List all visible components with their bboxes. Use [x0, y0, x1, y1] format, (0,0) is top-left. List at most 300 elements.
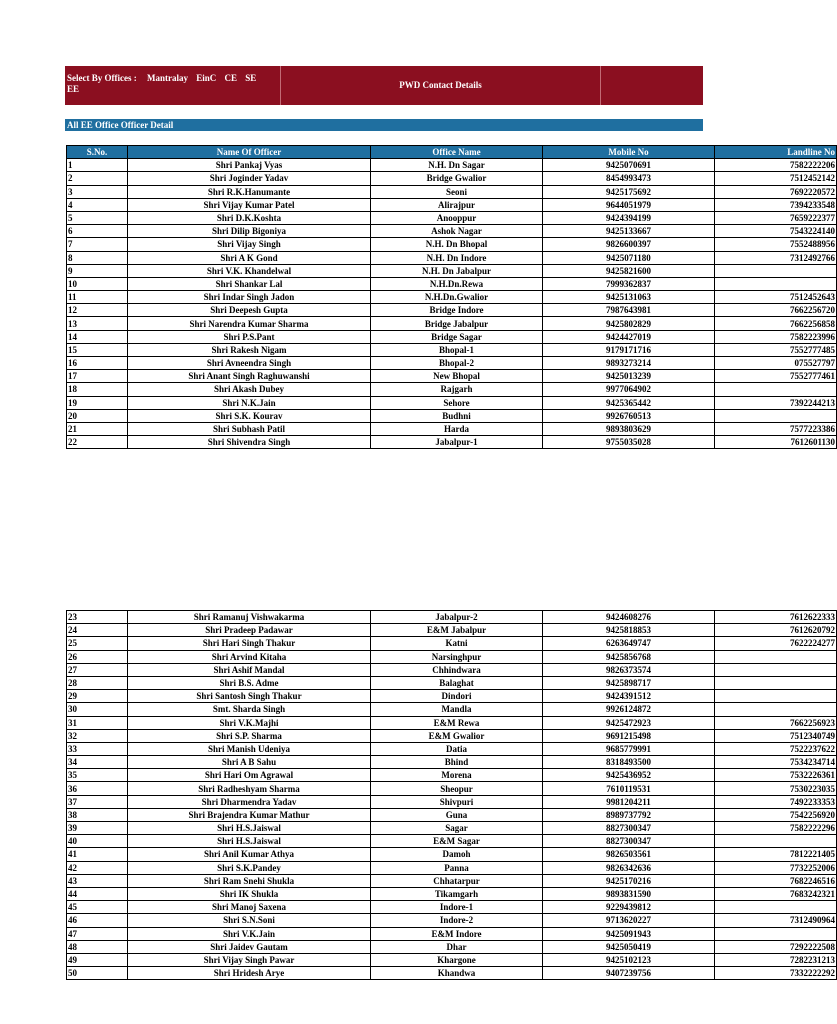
officer-name: Shri S.P. Sharma	[128, 729, 371, 742]
mobile-number: 9981204211	[543, 795, 715, 808]
officer-name: Shri B.S. Adme	[128, 676, 371, 689]
table-row	[67, 874, 837, 887]
row-sno: 9	[67, 264, 128, 277]
officer-name: Shri Vijay Singh Pawar	[128, 953, 371, 966]
officer-name: Shri A K Gond	[128, 251, 371, 264]
mobile-number: 9424394199	[543, 211, 715, 224]
mobile-number: 9926124872	[543, 703, 715, 716]
mobile-number: 9424391512	[543, 690, 715, 703]
office-name: Guna	[371, 808, 543, 821]
officer-name: Shri S.N.Soni	[128, 914, 371, 927]
officer-name: Shri H.S.Jaiswal	[128, 822, 371, 835]
office-name: Bridge Gwalior	[371, 172, 543, 185]
table-row	[67, 927, 837, 940]
row-sno: 25	[67, 637, 128, 650]
officer-name: Shri Brajendra Kumar Mathur	[128, 808, 371, 821]
landline-number: 7282231213	[715, 953, 837, 966]
row-sno: 33	[67, 742, 128, 755]
row-sno: 14	[67, 330, 128, 343]
table-row	[67, 848, 837, 861]
table-row	[67, 887, 837, 900]
office-name: Damoh	[371, 848, 543, 861]
landline-number	[715, 690, 837, 703]
mobile-number: 9425802829	[543, 317, 715, 330]
office-name: Jabalpur-2	[371, 611, 543, 624]
landline-number: 7732252006	[715, 861, 837, 874]
office-name: Khandwa	[371, 967, 543, 980]
mobile-number: 9826342636	[543, 861, 715, 874]
row-sno: 8	[67, 251, 128, 264]
row-sno: 28	[67, 676, 128, 689]
mobile-number: 9425133667	[543, 225, 715, 238]
table-row	[67, 663, 837, 676]
column-header-landline: Landline No	[715, 146, 837, 159]
landline-number	[715, 409, 837, 422]
office-name: N.H.Dn.Rewa	[371, 277, 543, 290]
table-row	[67, 716, 837, 729]
landline-number: 7512452142	[715, 172, 837, 185]
mobile-number: 8827300347	[543, 835, 715, 848]
mobile-number: 9644051979	[543, 198, 715, 211]
row-sno: 49	[67, 953, 128, 966]
office-selector	[65, 66, 281, 105]
office-name: Ashok Nagar	[371, 225, 543, 238]
officer-name: Shri Subhash Patil	[128, 422, 371, 435]
office-name: N.H. Dn Sagar	[371, 159, 543, 172]
officer-name: Shri S.K.Pandey	[128, 861, 371, 874]
row-sno: 48	[67, 940, 128, 953]
officer-name: Shri Manish Udeniya	[128, 742, 371, 755]
row-sno: 20	[67, 409, 128, 422]
officer-name: Shri Dilip Bigoniya	[128, 225, 371, 238]
office-name: E&M Jabalpur	[371, 624, 543, 637]
landline-number: 7392244213	[715, 396, 837, 409]
landline-number: 7622224277	[715, 637, 837, 650]
mobile-number: 9425102123	[543, 953, 715, 966]
landline-number: 7662256720	[715, 304, 837, 317]
row-sno: 44	[67, 887, 128, 900]
mobile-number: 7999362837	[543, 277, 715, 290]
table-row	[67, 703, 837, 716]
landline-number: 7532226361	[715, 769, 837, 782]
landline-number: 7662256858	[715, 317, 837, 330]
office-name: Khargone	[371, 953, 543, 966]
office-name: Bhopal-2	[371, 357, 543, 370]
table-row	[67, 422, 837, 435]
landline-number: 7552777461	[715, 370, 837, 383]
officer-name: Shri Vijay Singh	[128, 238, 371, 251]
mobile-number: 9424427019	[543, 330, 715, 343]
row-sno: 5	[67, 211, 128, 224]
landline-number: 7659222377	[715, 211, 837, 224]
table-row	[67, 211, 837, 224]
office-name: Panna	[371, 861, 543, 874]
officer-name: Shri Shivendra Singh	[128, 436, 371, 449]
office-name: E&M Rewa	[371, 716, 543, 729]
mobile-number: 9425091943	[543, 927, 715, 940]
mobile-number: 9425050419	[543, 940, 715, 953]
office-name: Seoni	[371, 185, 543, 198]
table-row	[67, 409, 837, 422]
landline-number: 7543224140	[715, 225, 837, 238]
landline-number	[715, 277, 837, 290]
table-row	[67, 756, 837, 769]
table-row	[67, 436, 837, 449]
table-row	[67, 383, 837, 396]
officer-name: Shri Radheshyam Sharma	[128, 782, 371, 795]
row-sno: 32	[67, 729, 128, 742]
landline-number: 7612622333	[715, 611, 837, 624]
officer-name: Shri V.K.Jain	[128, 927, 371, 940]
table-row	[67, 251, 837, 264]
office-option-ee[interactable]: EE	[67, 84, 80, 94]
officer-name: Shri Anil Kumar Athya	[128, 848, 371, 861]
landline-number: 7683242321	[715, 887, 837, 900]
office-name: N.H. Dn Indore	[371, 251, 543, 264]
row-sno: 18	[67, 383, 128, 396]
landline-number: 7582222296	[715, 822, 837, 835]
officer-name: Shri Anant Singh Raghuwanshi	[128, 370, 371, 383]
mobile-number: 9893273214	[543, 357, 715, 370]
row-sno: 38	[67, 808, 128, 821]
officer-name: Shri IK Shukla	[128, 887, 371, 900]
row-sno: 42	[67, 861, 128, 874]
office-name: N.H.Dn.Gwalior	[371, 291, 543, 304]
mobile-number: 9425856768	[543, 650, 715, 663]
table-row	[67, 782, 837, 795]
landline-number: 7332222292	[715, 967, 837, 980]
table-header-row	[67, 146, 837, 159]
mobile-number: 9755035028	[543, 436, 715, 449]
row-sno: 45	[67, 901, 128, 914]
office-name: New Bhopal	[371, 370, 543, 383]
office-name: Dhar	[371, 940, 543, 953]
table-row	[67, 611, 837, 624]
officer-name: Shri Joginder Yadav	[128, 172, 371, 185]
officer-name: Shri Hari Singh Thakur	[128, 637, 371, 650]
office-name: Sheopur	[371, 782, 543, 795]
office-name: E&M Gwalior	[371, 729, 543, 742]
row-sno: 27	[67, 663, 128, 676]
office-name: Chhatarpur	[371, 874, 543, 887]
mobile-number: 9425131063	[543, 291, 715, 304]
mobile-number: 9407239756	[543, 967, 715, 980]
officer-name: Shri Akash Dubey	[128, 383, 371, 396]
table-row	[67, 343, 837, 356]
landline-number: 7292222508	[715, 940, 837, 953]
landline-number: 7394233548	[715, 198, 837, 211]
column-header-office: Office Name	[371, 146, 543, 159]
landline-number	[715, 663, 837, 676]
table-row	[67, 729, 837, 742]
office-name: E&M Indore	[371, 927, 543, 940]
office-option-se[interactable]: SE	[245, 73, 257, 83]
office-name: Alirajpur	[371, 198, 543, 211]
landline-number: 7312492766	[715, 251, 837, 264]
mobile-number: 9713620227	[543, 914, 715, 927]
table-row	[67, 624, 837, 637]
office-name: Tikamgarh	[371, 887, 543, 900]
office-name: Shivpuri	[371, 795, 543, 808]
mobile-number: 9425013239	[543, 370, 715, 383]
table-row	[67, 650, 837, 663]
office-name: Bridge Sagar	[371, 330, 543, 343]
mobile-number: 9893831590	[543, 887, 715, 900]
officer-name: Shri Hridesh Arye	[128, 967, 371, 980]
landline-number: 7682246516	[715, 874, 837, 887]
landline-number: 7612601130	[715, 436, 837, 449]
mobile-number: 9685779991	[543, 742, 715, 755]
officer-name: Shri Rakesh Nigam	[128, 343, 371, 356]
office-name: Indore-2	[371, 914, 543, 927]
mobile-number: 8318493500	[543, 756, 715, 769]
office-name: Dindori	[371, 690, 543, 703]
office-name: Chhindwara	[371, 663, 543, 676]
table-row	[67, 861, 837, 874]
mobile-number: 9425472923	[543, 716, 715, 729]
officer-name: Shri Ashif Mandal	[128, 663, 371, 676]
mobile-number: 9425175692	[543, 185, 715, 198]
select-label: Select By Offices :	[67, 73, 137, 83]
table-row	[67, 769, 837, 782]
mobile-number: 9826373574	[543, 663, 715, 676]
row-sno: 23	[67, 611, 128, 624]
row-sno: 41	[67, 848, 128, 861]
office-name: Bridge Jabalpur	[371, 317, 543, 330]
landline-number: 7612620792	[715, 624, 837, 637]
officer-name: Shri Hari Om Agrawal	[128, 769, 371, 782]
officer-name: Shri Indar Singh Jadon	[128, 291, 371, 304]
officer-name: Shri N.K.Jain	[128, 396, 371, 409]
landline-number: 7582223996	[715, 330, 837, 343]
table-row	[67, 198, 837, 211]
row-sno: 10	[67, 277, 128, 290]
landline-number	[715, 650, 837, 663]
officer-name: Shri R.K.Hanumante	[128, 185, 371, 198]
landline-number: 7582222206	[715, 159, 837, 172]
table-row	[67, 676, 837, 689]
office-option-einc[interactable]: EinC	[196, 73, 217, 83]
officer-name: Shri Santosh Singh Thakur	[128, 690, 371, 703]
mobile-number: 9926760513	[543, 409, 715, 422]
landline-number	[715, 383, 837, 396]
officer-name: Shri Dharmendra Yadav	[128, 795, 371, 808]
row-sno: 50	[67, 967, 128, 980]
header-empty-cell	[601, 66, 703, 105]
row-sno: 19	[67, 396, 128, 409]
landline-number: 7692220572	[715, 185, 837, 198]
office-name: N.H. Dn Jabalpur	[371, 264, 543, 277]
landline-number: 7812221405	[715, 848, 837, 861]
officer-name: Shri H.S.Jaiswal	[128, 835, 371, 848]
office-name: Sagar	[371, 822, 543, 835]
table-row	[67, 317, 837, 330]
officer-name: Shri Avneendra Singh	[128, 357, 371, 370]
table-row	[67, 304, 837, 317]
row-sno: 31	[67, 716, 128, 729]
row-sno: 47	[67, 927, 128, 940]
row-sno: 24	[67, 624, 128, 637]
table-row	[67, 742, 837, 755]
mobile-number: 9425818853	[543, 624, 715, 637]
landline-number: 7530223035	[715, 782, 837, 795]
landline-number: 7662256923	[715, 716, 837, 729]
landline-number: 7534234714	[715, 756, 837, 769]
table-row	[67, 901, 837, 914]
page-title: PWD Contact Details	[281, 66, 601, 105]
row-sno: 35	[67, 769, 128, 782]
row-sno: 2	[67, 172, 128, 185]
row-sno: 12	[67, 304, 128, 317]
landline-number: 7512340749	[715, 729, 837, 742]
table-row	[67, 264, 837, 277]
landline-number	[715, 676, 837, 689]
row-sno: 29	[67, 690, 128, 703]
row-sno: 1	[67, 159, 128, 172]
office-name: Bhind	[371, 756, 543, 769]
row-sno: 34	[67, 756, 128, 769]
landline-number: 7312490964	[715, 914, 837, 927]
table-row	[67, 225, 837, 238]
table-row	[67, 940, 837, 953]
table-row	[67, 238, 837, 251]
mobile-number: 7987643981	[543, 304, 715, 317]
office-name: Budhni	[371, 409, 543, 422]
table-row	[67, 795, 837, 808]
office-name: Narsinghpur	[371, 650, 543, 663]
mobile-number: 8989737792	[543, 808, 715, 821]
officer-table-bottom	[66, 610, 837, 980]
landline-number: 7522237622	[715, 742, 837, 755]
office-name: Sehore	[371, 396, 543, 409]
office-option-mantralay[interactable]: Mantralay	[146, 73, 188, 83]
officer-name: Smt. Sharda Singh	[128, 703, 371, 716]
mobile-number: 9826503561	[543, 848, 715, 861]
table-row	[67, 277, 837, 290]
row-sno: 6	[67, 225, 128, 238]
mobile-number: 9977064902	[543, 383, 715, 396]
office-option-ce[interactable]: CE	[224, 73, 238, 83]
officer-name: Shri V.K.Majhi	[128, 716, 371, 729]
officer-name: Shri A B Sahu	[128, 756, 371, 769]
office-name: Bhopal-1	[371, 343, 543, 356]
row-sno: 13	[67, 317, 128, 330]
row-sno: 17	[67, 370, 128, 383]
row-sno: 11	[67, 291, 128, 304]
officer-name: Shri S.K. Kourav	[128, 409, 371, 422]
mobile-number: 9826600397	[543, 238, 715, 251]
mobile-number: 9425436952	[543, 769, 715, 782]
table-row	[67, 396, 837, 409]
table-row	[67, 967, 837, 980]
mobile-number: 9424608276	[543, 611, 715, 624]
row-sno: 15	[67, 343, 128, 356]
office-name: Harda	[371, 422, 543, 435]
row-sno: 36	[67, 782, 128, 795]
table-row	[67, 953, 837, 966]
table-row	[67, 808, 837, 821]
office-name: N.H. Dn Bhopal	[371, 238, 543, 251]
column-header-name: Name Of Officer	[128, 146, 371, 159]
mobile-number: 8454993473	[543, 172, 715, 185]
officer-name: Shri Arvind Kitaha	[128, 650, 371, 663]
officer-name: Shri Pradeep Padawar	[128, 624, 371, 637]
landline-number: 7552488956	[715, 238, 837, 251]
row-sno: 7	[67, 238, 128, 251]
column-header-sno: S.No.	[67, 146, 128, 159]
landline-number	[715, 703, 837, 716]
officer-name: Shri V.K. Khandelwal	[128, 264, 371, 277]
header-bar	[65, 66, 703, 105]
mobile-number: 7610119531	[543, 782, 715, 795]
landline-number: 7577223386	[715, 422, 837, 435]
mobile-number: 6263649747	[543, 637, 715, 650]
office-name: Morena	[371, 769, 543, 782]
office-name: Datia	[371, 742, 543, 755]
mobile-number: 9229439812	[543, 901, 715, 914]
landline-number	[715, 835, 837, 848]
row-sno: 26	[67, 650, 128, 663]
landline-number	[715, 901, 837, 914]
landline-number: 075527797	[715, 357, 837, 370]
row-sno: 30	[67, 703, 128, 716]
office-name: E&M Sagar	[371, 835, 543, 848]
office-name: Bridge Indore	[371, 304, 543, 317]
row-sno: 43	[67, 874, 128, 887]
table-row	[67, 914, 837, 927]
office-name: Anooppur	[371, 211, 543, 224]
officer-name: Shri Jaidev Gautam	[128, 940, 371, 953]
landline-number	[715, 264, 837, 277]
officer-name: Shri Narendra Kumar Sharma	[128, 317, 371, 330]
mobile-number: 9425070691	[543, 159, 715, 172]
table-row	[67, 357, 837, 370]
mobile-number: 9425071180	[543, 251, 715, 264]
officer-name: Shri P.S.Pant	[128, 330, 371, 343]
officer-name: Shri Vijay Kumar Patel	[128, 198, 371, 211]
mobile-number: 9425898717	[543, 676, 715, 689]
office-name: Mandla	[371, 703, 543, 716]
officer-name: Shri Manoj Saxena	[128, 901, 371, 914]
mobile-number: 8827300347	[543, 822, 715, 835]
officer-name: Shri Ram Snehi Shukla	[128, 874, 371, 887]
row-sno: 37	[67, 795, 128, 808]
table-row	[67, 291, 837, 304]
mobile-number: 9425821600	[543, 264, 715, 277]
officer-name: Shri Deepesh Gupta	[128, 304, 371, 317]
landline-number: 7552777485	[715, 343, 837, 356]
row-sno: 21	[67, 422, 128, 435]
officer-name: Shri Pankaj Vyas	[128, 159, 371, 172]
officer-name: Shri Shankar Lal	[128, 277, 371, 290]
office-name: Rajgarh	[371, 383, 543, 396]
landline-number: 7512452643	[715, 291, 837, 304]
row-sno: 22	[67, 436, 128, 449]
table-row	[67, 185, 837, 198]
column-header-mobile: Mobile No	[543, 146, 715, 159]
row-sno: 39	[67, 822, 128, 835]
landline-number: 7542256920	[715, 808, 837, 821]
table-row	[67, 690, 837, 703]
landline-number	[715, 927, 837, 940]
office-name: Balaghat	[371, 676, 543, 689]
landline-number: 7492233353	[715, 795, 837, 808]
officer-table-top	[66, 145, 837, 449]
mobile-number: 9425365442	[543, 396, 715, 409]
section-title: All EE Office Officer Detail	[65, 119, 703, 131]
officer-name: Shri D.K.Koshta	[128, 211, 371, 224]
officer-name: Shri Ramanuj Vishwakarma	[128, 611, 371, 624]
